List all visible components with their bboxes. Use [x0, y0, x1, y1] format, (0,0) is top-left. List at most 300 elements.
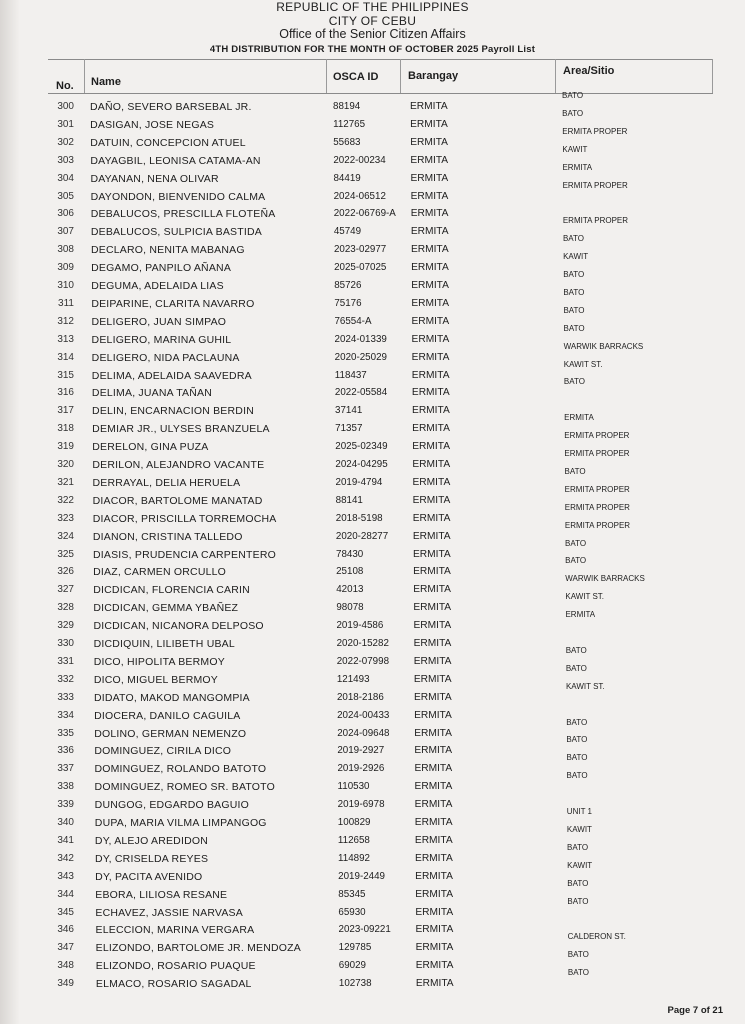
row-name: DY, CRISELDA REYES: [95, 852, 209, 865]
row-name: ELIZONDO, BARTOLOME JR. MENDOZA: [95, 942, 301, 955]
row-osca-id: 42013: [336, 584, 364, 596]
row-barangay: ERMITA: [414, 834, 453, 846]
row-name: DY, ALEJO AREDIDON: [94, 834, 209, 847]
row-barangay: ERMITA: [412, 423, 450, 435]
row-area-sitio: BATO: [567, 968, 589, 978]
row-osca-id: 2019-2926: [337, 763, 385, 775]
row-number: 335: [57, 727, 74, 739]
row-name: DIDATO, MAKOD MANGOMPIA: [93, 691, 250, 704]
row-barangay: ERMITA: [413, 673, 452, 685]
col-header-no: No.: [56, 80, 74, 92]
table-row: [0, 753, 745, 781]
table-row: [0, 638, 745, 656]
row-barangay: ERMITA: [414, 781, 453, 793]
row-number: 316: [57, 387, 74, 399]
row-osca-id: 85345: [338, 888, 366, 900]
row-number: 315: [57, 369, 74, 381]
row-osca-id: 69029: [338, 960, 366, 972]
row-area-sitio: BATO: [563, 270, 585, 279]
row-barangay: ERMITA: [412, 405, 450, 417]
row-osca-id: 2023-09221: [338, 924, 391, 936]
row-barangay: ERMITA: [415, 924, 454, 936]
row-name: ELMACO, ROSARIO SAGADAL: [95, 978, 252, 991]
row-barangay: ERMITA: [415, 942, 454, 954]
row-name: DERILON, ALEJANDRO VACANTE: [92, 459, 265, 471]
row-area-sitio: BATO: [567, 842, 589, 852]
row-number: 328: [57, 602, 74, 614]
table-row: [0, 538, 745, 567]
row-number: 345: [57, 906, 74, 918]
row-barangay: ERMITA: [411, 351, 450, 363]
row-name: DICO, MIGUEL BERMOY: [93, 673, 219, 686]
row-area-sitio: BATO: [563, 323, 585, 333]
row-osca-id: 45749: [333, 226, 362, 238]
row-osca-id: 102738: [338, 978, 372, 990]
row-name: DEGUMA, ADELAIDA LIAS: [91, 280, 224, 292]
row-barangay: ERMITA: [414, 727, 452, 739]
row-name: DEIPARINE, CLARITA NAVARRO: [91, 297, 255, 310]
header-republic: REPUBLIC OF THE PHILIPPINES: [276, 0, 469, 14]
row-osca-id: 2023-02977: [333, 244, 387, 256]
row-barangay: ERMITA: [413, 655, 452, 667]
table-row: [0, 162, 745, 191]
row-barangay: ERMITA: [413, 566, 451, 578]
row-barangay: ERMITA: [411, 297, 450, 309]
row-barangay: ERMITA: [410, 226, 449, 238]
row-number: 301: [57, 118, 74, 130]
table-row: [0, 592, 745, 620]
row-area-sitio: BATO: [563, 377, 585, 387]
row-area-sitio: BATO: [566, 717, 588, 727]
row-number: 308: [57, 244, 74, 256]
row-name: DICDIQUIN, LILIBETH UBAL: [93, 638, 235, 650]
row-barangay: ERMITA: [410, 208, 449, 220]
row-number: 314: [57, 351, 74, 363]
row-area-sitio: WARWIK BARRACKS: [565, 574, 645, 584]
row-area-sitio: KAWIT: [562, 144, 588, 154]
row-osca-id: 114892: [338, 852, 370, 864]
row-area-sitio: BATO: [566, 735, 588, 745]
table-row: [0, 252, 745, 280]
row-name: DECLARO, NENITA MABANAG: [90, 244, 245, 257]
row-number: 339: [57, 799, 74, 811]
table-row: [0, 305, 745, 334]
col-header-osca-id: OSCA ID: [333, 71, 379, 83]
row-name: DIACOR, BARTOLOME MANATAD: [92, 494, 263, 507]
row-osca-id: 85726: [334, 280, 362, 291]
row-area-sitio: ERMITA: [564, 413, 594, 423]
row-barangay: ERMITA: [412, 494, 451, 506]
row-number: 313: [57, 333, 74, 345]
row-osca-id: 2020-15282: [336, 638, 389, 649]
row-area-sitio: BATO: [564, 466, 586, 476]
row-area-sitio: KAWIT: [567, 860, 593, 870]
row-osca-id: 2024-01339: [334, 333, 387, 345]
row-barangay: ERMITA: [414, 763, 453, 775]
table-row: [0, 799, 745, 817]
col-divider-2: [326, 59, 327, 93]
row-number: 318: [57, 423, 74, 435]
row-name: DIOCERA, DANILO CAGUILA: [94, 709, 241, 722]
row-area-sitio: BATO: [562, 108, 584, 118]
row-number: 304: [57, 172, 74, 184]
col-header-name: Name: [91, 76, 121, 88]
row-osca-id: 2018-5198: [335, 512, 383, 524]
row-area-sitio: KAWIT ST.: [565, 681, 605, 691]
header-city: CITY OF CEBU: [328, 14, 417, 28]
row-number: 329: [57, 620, 74, 632]
page-number: Page 7 of 21: [667, 1005, 723, 1016]
row-barangay: ERMITA: [414, 709, 452, 721]
row-number: 307: [57, 226, 74, 238]
row-osca-id: 2019-6978: [337, 799, 385, 811]
table-row: [0, 216, 745, 244]
row-name: EBORA, LILIOSA RESANE: [95, 888, 228, 901]
row-name: DELIGERO, MARINA GUHIL: [91, 333, 232, 346]
row-name: DEGAMO, PANPILO AÑANA: [91, 262, 232, 275]
row-area-sitio: CALDERON ST.: [567, 932, 626, 942]
table-row: [0, 180, 745, 209]
row-osca-id: 2024-04295: [335, 459, 388, 470]
table-row: [0, 645, 745, 674]
table-row: [0, 710, 745, 728]
row-area-sitio: BATO: [562, 234, 584, 244]
row-barangay: ERMITA: [412, 530, 451, 542]
header-distribution-title: 4TH DISTRIBUTION FOR THE MONTH OF OCTOBER 2025 Payroll List: [209, 44, 536, 55]
row-number: 347: [57, 942, 74, 954]
row-area-sitio: ERMITA PROPER: [564, 502, 630, 512]
table-row: [0, 377, 745, 405]
table-row: [0, 466, 745, 495]
header-office: Office of the Senior Citizen Affairs: [279, 27, 466, 41]
row-osca-id: 98078: [336, 602, 364, 614]
row-osca-id: 118437: [334, 369, 367, 381]
row-barangay: ERMITA: [415, 870, 453, 882]
row-osca-id: 2019-4586: [336, 620, 384, 632]
table-row: [0, 717, 745, 746]
row-barangay: ERMITA: [414, 817, 453, 828]
row-osca-id: 2019-4794: [335, 476, 383, 488]
row-name: DY, PACITA AVENIDO: [95, 870, 203, 883]
row-area-sitio: ERMITA: [562, 162, 593, 172]
row-area-sitio: ERMITA PROPER: [562, 180, 628, 190]
row-number: 342: [57, 852, 74, 864]
row-name: DERELON, GINA PUZA: [92, 441, 209, 454]
row-name: DELIN, ENCARNACION BERDIN: [92, 405, 254, 418]
row-number: 309: [57, 262, 74, 274]
row-barangay: ERMITA: [410, 101, 448, 112]
row-area-sitio: BATO: [562, 91, 584, 100]
row-name: DERRAYAL, DELIA HERUELA: [92, 476, 241, 489]
row-osca-id: 2019-2927: [337, 745, 385, 757]
row-osca-id: 2022-07998: [336, 655, 390, 667]
table-row: [0, 108, 745, 137]
row-number: 327: [57, 584, 74, 596]
row-osca-id: 25108: [336, 566, 364, 578]
row-area-sitio: BATO: [565, 538, 587, 548]
row-barangay: ERMITA: [410, 244, 449, 256]
row-osca-id: 88141: [335, 494, 363, 506]
header-top-rule: [48, 59, 713, 60]
row-osca-id: 121493: [336, 673, 370, 685]
row-barangay: ERMITA: [411, 315, 450, 327]
table-row: [0, 413, 745, 441]
table-row: [0, 735, 745, 763]
row-barangay: ERMITA: [414, 745, 453, 757]
row-area-sitio: ERMITA PROPER: [564, 431, 630, 441]
row-number: 332: [57, 673, 74, 685]
row-area-sitio: BATO: [563, 287, 585, 297]
row-osca-id: 2020-28277: [335, 530, 389, 542]
row-barangay: ERMITA: [412, 476, 451, 488]
row-number: 324: [57, 530, 74, 542]
table-row: [0, 405, 745, 423]
table-row: [0, 208, 745, 226]
row-number: 306: [57, 208, 74, 220]
row-name: DOLINO, GERMAN NEMENZO: [94, 727, 247, 740]
row-osca-id: 2024-09648: [337, 727, 390, 739]
table-row: [0, 359, 745, 388]
row-barangay: ERMITA: [410, 172, 449, 184]
row-osca-id: 84419: [333, 172, 361, 184]
row-name: DAYONDON, BIENVENIDO CALMA: [90, 190, 266, 203]
row-name: DOMINGUEZ, CIRILA DICO: [94, 745, 232, 758]
row-name: ELECCION, MARINA VERGARA: [95, 924, 255, 937]
row-osca-id: 2025-07025: [334, 262, 387, 274]
row-barangay: ERMITA: [415, 960, 454, 972]
row-number: 349: [57, 978, 74, 990]
row-osca-id: 129785: [338, 942, 372, 954]
row-number: 330: [57, 638, 74, 649]
row-number: 321: [57, 476, 74, 488]
row-area-sitio: BATO: [565, 645, 587, 655]
row-number: 310: [57, 280, 74, 291]
row-name: DIACOR, PRISCILLA TORREMOCHA: [92, 512, 277, 525]
row-osca-id: 2020-25029: [334, 351, 387, 363]
row-number: 326: [57, 566, 74, 578]
row-osca-id: 78430: [336, 548, 364, 560]
row-osca-id: 2018-2186: [336, 691, 384, 703]
table-row: [0, 807, 745, 835]
row-osca-id: 2022-00234: [333, 154, 386, 166]
row-name: DICDICAN, NICANORA DELPOSO: [93, 620, 264, 633]
row-name: DICDICAN, FLORENCIA CARIN: [93, 584, 250, 597]
table-row: [0, 520, 745, 549]
table-row: [0, 144, 745, 173]
row-area-sitio: ERMITA PROPER: [562, 126, 628, 136]
row-name: DEBALUCOS, SULPICIA BASTIDA: [90, 226, 262, 239]
table-row: [0, 896, 745, 925]
row-name: DAYANAN, NENA OLIVAR: [90, 172, 219, 185]
row-osca-id: 112658: [337, 834, 370, 846]
row-name: DELIGERO, JUAN SIMPAO: [91, 315, 227, 328]
row-area-sitio: KAWIT ST.: [563, 359, 603, 369]
row-osca-id: 100829: [337, 817, 371, 828]
row-name: ECHAVEZ, JASSIE NARVASA: [95, 906, 243, 919]
row-number: 331: [57, 655, 74, 667]
row-name: DATUIN, CONCEPCION ATUEL: [90, 136, 246, 149]
table-row: [0, 449, 745, 477]
row-area-sitio: BATO: [566, 753, 588, 763]
row-number: 334: [57, 709, 74, 721]
row-barangay: ERMITA: [413, 620, 452, 632]
row-name: DUPA, MARIA VILMA LIMPANGOG: [94, 817, 267, 829]
row-barangay: ERMITA: [412, 459, 451, 470]
row-barangay: ERMITA: [413, 602, 452, 614]
col-header-barangay: Barangay: [408, 70, 459, 82]
row-barangay: ERMITA: [415, 888, 453, 900]
row-area-sitio: ERMITA PROPER: [564, 449, 630, 458]
row-osca-id: 65930: [338, 906, 366, 918]
row-barangay: ERMITA: [412, 512, 451, 524]
row-osca-id: 2022-05584: [334, 387, 388, 399]
row-area-sitio: BATO: [566, 771, 588, 781]
table-row: [0, 91, 745, 119]
table-row: [0, 270, 745, 298]
row-number: 333: [57, 691, 74, 703]
row-osca-id: 2025-02349: [335, 441, 388, 453]
table-row: [0, 610, 745, 638]
row-number: 348: [57, 960, 74, 972]
row-osca-id: 2022-06769-A: [333, 208, 396, 220]
table-row: [0, 681, 745, 710]
row-barangay: ERMITA: [415, 852, 453, 864]
table-row: [0, 287, 745, 316]
row-barangay: ERMITA: [413, 548, 451, 560]
row-barangay: ERMITA: [413, 584, 451, 596]
table-row: [0, 932, 745, 960]
row-barangay: ERMITA: [411, 262, 449, 274]
table-row: [0, 126, 745, 155]
row-barangay: ERMITA: [410, 190, 449, 202]
row-name: DIANON, CRISTINA TALLEDO: [92, 530, 243, 543]
table-row: [0, 341, 745, 370]
row-osca-id: 71357: [335, 423, 363, 435]
table-row: [0, 950, 745, 978]
row-osca-id: 88194: [333, 101, 361, 112]
table-row: [0, 842, 745, 871]
row-area-sitio: BATO: [563, 305, 585, 315]
table-row: [0, 663, 745, 692]
row-area-sitio: KAWIT: [563, 252, 589, 262]
row-area-sitio: ERMITA PROPER: [564, 520, 631, 530]
row-name: DUNGOG, EDGARDO BAGUIO: [94, 799, 250, 812]
row-name: ELIZONDO, ROSARIO PUAQUE: [95, 960, 256, 973]
row-barangay: ERMITA: [413, 638, 452, 649]
row-number: 320: [57, 459, 74, 470]
row-barangay: ERMITA: [413, 691, 452, 703]
row-name: DAYAGBIL, LEONISA CATAMA-AN: [90, 154, 261, 167]
row-barangay: ERMITA: [411, 387, 450, 399]
row-area-sitio: BATO: [567, 896, 589, 906]
row-area-sitio: BATO: [567, 878, 589, 888]
row-barangay: ERMITA: [410, 136, 448, 148]
row-barangay: ERMITA: [411, 369, 450, 381]
row-area-sitio: KAWIT: [566, 824, 592, 834]
row-name: DEBALUCOS, PRESCILLA FLOTEÑA: [90, 208, 276, 221]
col-divider-3: [400, 59, 401, 93]
row-name: DOMINGUEZ, ROLANDO BATOTO: [94, 763, 267, 776]
row-number: 323: [57, 512, 74, 524]
row-number: 340: [57, 817, 74, 828]
row-name: DIASIS, PRUDENCIA CARPENTERO: [93, 548, 276, 561]
row-name: DICO, HIPOLITA BERMOY: [93, 655, 225, 668]
table-row: [0, 824, 745, 853]
row-osca-id: 76554-A: [334, 315, 372, 327]
table-row: [0, 234, 745, 262]
row-barangay: ERMITA: [415, 978, 454, 990]
row-number: 337: [57, 763, 74, 775]
row-osca-id: 37141: [335, 405, 363, 417]
table-row: [0, 502, 745, 531]
row-barangay: ERMITA: [410, 154, 449, 166]
table-row: [0, 924, 745, 942]
table-row: [0, 878, 745, 907]
row-number: 336: [57, 745, 74, 757]
row-osca-id: 2024-00433: [337, 709, 390, 721]
row-osca-id: 75176: [334, 297, 362, 309]
row-osca-id: 55683: [333, 136, 361, 148]
row-barangay: ERMITA: [414, 799, 453, 811]
row-name: DASIGAN, JOSE NEGAS: [90, 118, 215, 131]
row-number: 300: [57, 101, 74, 112]
row-number: 302: [57, 136, 74, 148]
row-name: DOMINGUEZ, ROMEO SR. BATOTO: [94, 781, 275, 794]
table-row: [0, 574, 745, 602]
row-name: DELIMA, JUANA TAÑAN: [91, 387, 213, 400]
table-row: [0, 860, 745, 889]
row-number: 317: [57, 405, 74, 417]
row-barangay: ERMITA: [411, 333, 450, 345]
row-barangay: ERMITA: [410, 118, 448, 130]
row-number: 346: [57, 924, 74, 936]
table-row: [0, 484, 745, 513]
table-row: [0, 968, 745, 996]
row-name: DELIGERO, NIDA PACLAUNA: [91, 351, 240, 364]
row-area-sitio: ERMITA PROPER: [564, 484, 630, 494]
row-name: DIAZ, CARMEN ORCULLO: [93, 566, 227, 579]
row-name: DELIMA, ADELAIDA SAAVEDRA: [91, 369, 252, 382]
row-osca-id: 112765: [333, 118, 366, 130]
row-area-sitio: ERMITA PROPER: [562, 216, 629, 226]
row-number: 303: [57, 154, 74, 166]
row-name: DEMIAR JR., ULYSES BRANZUELA: [92, 423, 270, 436]
row-area-sitio: KAWIT ST.: [565, 592, 605, 602]
row-number: 311: [58, 297, 74, 309]
row-area-sitio: ERMITA: [565, 610, 596, 620]
table-row: [0, 771, 745, 799]
row-barangay: ERMITA: [411, 280, 449, 291]
row-area-sitio: BATO: [565, 663, 587, 673]
row-osca-id: 2024-06512: [333, 190, 386, 202]
row-area-sitio: UNIT 1: [566, 807, 592, 816]
row-number: 312: [57, 315, 74, 327]
row-number: 319: [57, 441, 74, 453]
row-area-sitio: WARWIK BARRACKS: [563, 341, 644, 351]
row-number: 322: [57, 494, 74, 506]
row-number: 338: [57, 781, 74, 793]
col-header-area-sitio: Area/Sitio: [563, 65, 615, 77]
row-number: 343: [57, 870, 74, 882]
row-area-sitio: BATO: [567, 950, 589, 960]
row-name: DAÑO, SEVERO BARSEBAL JR.: [90, 101, 252, 113]
row-number: 341: [57, 834, 74, 846]
row-barangay: ERMITA: [412, 441, 450, 453]
col-divider-4: [555, 59, 556, 93]
row-name: DICDICAN, GEMMA YBAÑEZ: [93, 602, 239, 615]
col-divider-5: [712, 59, 713, 93]
table-row: [0, 431, 745, 459]
